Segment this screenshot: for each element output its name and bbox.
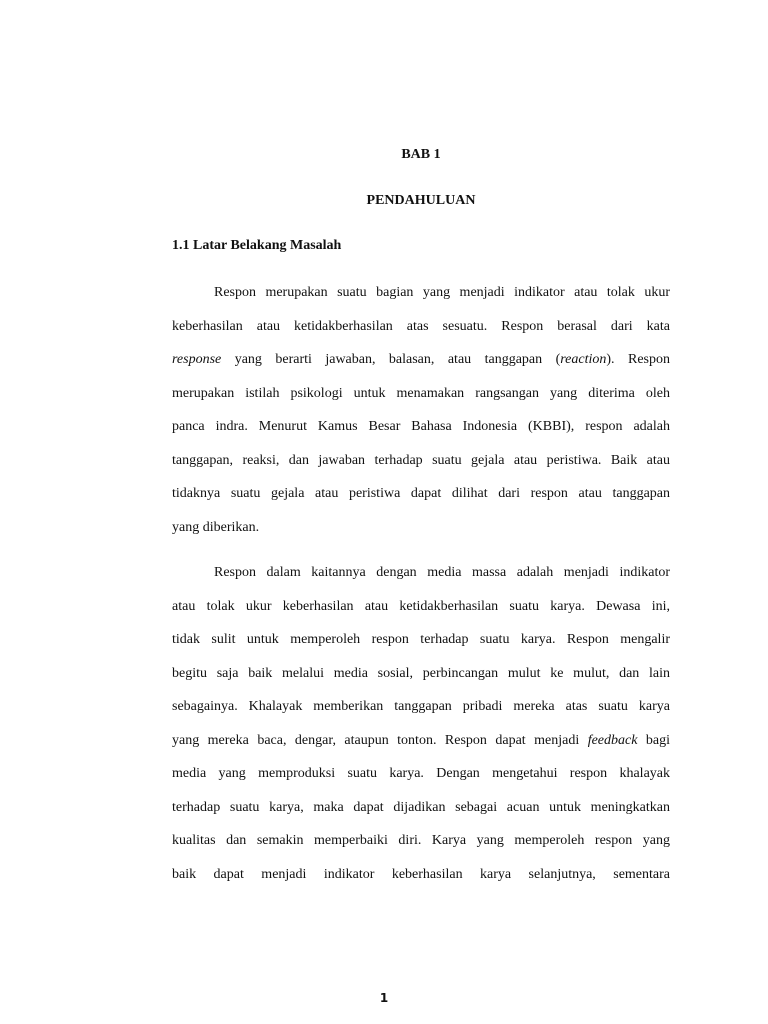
paragraph-2-line-10: baik dapat menjadi indikator keberhasilan karya selanjutnya, sementara: [172, 866, 670, 882]
paragraph-2-line-2: atau tolak ukur keberhasilan atau ketidakberhasilan suatu karya. Dewasa ini,: [172, 598, 670, 614]
paragraph-2-line-3: tidak sulit untuk memperoleh respon terhadap suatu karya. Respon mengalir: [172, 632, 670, 647]
paragraph-1-line-1: Respon merupakan suatu bagian yang menjadi indikator atau tolak ukur: [214, 285, 670, 300]
paragraph-1-line-3-mid: yang berarti jawaban, balasan, atau tanggapan (: [221, 352, 561, 367]
paragraph-2-line-5: sebagainya. Khalayak memberikan tanggapan pribadi mereka atas suatu karya: [172, 699, 670, 714]
section-heading: 1.1 Latar Belakang Masalah: [172, 238, 342, 253]
paragraph-2-line-6-end: bagi: [637, 732, 670, 748]
paragraph-1-line-6: tanggapan, reaksi, dan jawaban terhadap suatu gejala atau peristiwa. Baik atau: [172, 452, 670, 468]
paragraph-1-line-2: keberhasilan atau ketidakberhasilan atas sesuatu. Respon berasal dari kata: [172, 318, 670, 334]
paragraph-1: [172, 276, 670, 544]
term-feedback: feedback: [587, 732, 638, 748]
paragraph-1-line-7: tidaknya suatu gejala atau peristiwa dapat dilihat dari respon atau tanggapan: [172, 486, 670, 501]
paragraph-1-line-8: yang diberikan.: [172, 519, 260, 535]
chapter-title: PENDAHULUAN: [366, 193, 476, 208]
paragraph-2-line-4: begitu saja baik melalui media sosial, perbincangan mulut ke mulut, dan lain: [172, 665, 670, 681]
paragraph-2-line-8: terhadap suatu karya, maka dapat dijadikan sebagai acuan untuk meningkatkan: [172, 799, 670, 815]
paragraph-2-line-6: [172, 724, 670, 758]
paragraph-1-line-3: [172, 343, 670, 377]
paragraph-2-line-6-start: yang mereka baca, dengar, ataupun tonton. Respon dapat menjadi: [172, 732, 588, 748]
chapter-label: BAB 1: [401, 147, 441, 162]
paragraph-2-line-9: kualitas dan semakin memperbaiki diri. Karya yang memperoleh respon yang: [172, 833, 670, 848]
paragraph-1-line-5: panca indra. Menurut Kamus Besar Bahasa Indonesia (KBBI), respon adalah: [172, 419, 670, 434]
paragraph-2-line-7: media yang memproduksi suatu karya. Dengan mengetahui respon khalayak: [172, 766, 670, 781]
paragraph-2: [172, 556, 670, 891]
paragraph-2-line-1: Respon dalam kaitannya dengan media massa adalah menjadi indikator: [214, 565, 670, 580]
paragraph-1-line-3-end: ). Respon: [606, 352, 670, 367]
term-response: response: [172, 352, 222, 367]
paragraph-1-line-4: merupakan istilah psikologi untuk menamakan rangsangan yang diterima oleh: [172, 385, 670, 401]
page-number: 1: [379, 991, 389, 1005]
term-reaction: reaction: [560, 352, 607, 367]
